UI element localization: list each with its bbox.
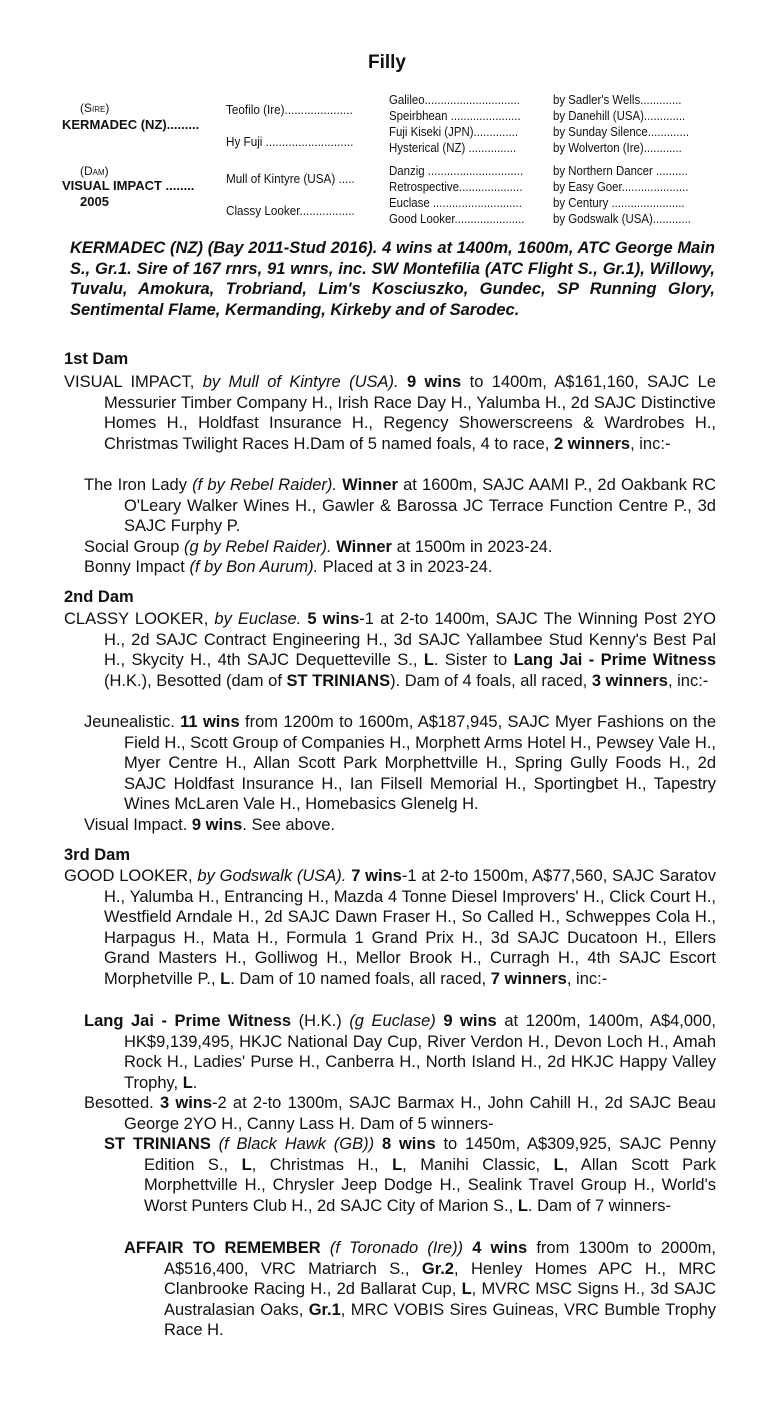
dam-label: (Dam) — [80, 164, 109, 178]
ancestor-2: Speirbhean ...................... — [389, 108, 521, 123]
ancestor-3: Fuji Kiseki (JPN).............. — [389, 124, 519, 139]
section-heading-3rd-dam: 3rd Dam — [64, 846, 131, 864]
ancestor-sire-2: by Danehill (USA)............. — [553, 108, 686, 123]
st-trinians-text: ST TRINIANS (f Black Hawk (GB)) 8 wins to 1450m, A$309,925, SAJC Penny Edition S., L, Christmas H., L, Manihi Classic, L, Allan Scott Park Morphettville H., Chrysler Jeep Dodge H., Sealink Travel Group H., World's Worst Punters Club H., 2d SAJC City of Marion S., L. Dam of 7 winners- — [104, 1135, 716, 1215]
dam2-progeny — [84, 712, 716, 836]
dam1-progeny — [84, 475, 716, 578]
progeny-jeunealistic: Jeunealistic. 11 wins from 1200m to 1600m, A$187,945, SAJC Myer Fashions on the Field H., Scott Group of Companies H., Morphett Arms Hotel H., Pewsey Vale H., Myer Centre H., Allan Scott Park Morphettville H., Spring Gully Foods H., 2d SAJC Holdfast Insurance H., Ian Filsell Memorial H., Sportingbet H., Tapestry Wines McLaren Vale H., Homebasics Glenelg H. — [84, 713, 716, 814]
section-heading-2nd-dam: 2nd Dam — [64, 588, 134, 606]
progeny-visual-impact: Visual Impact. 9 wins. See above. — [84, 815, 336, 834]
granddam-sire-side: Hy Fuji ........................... — [226, 134, 354, 149]
ancestor-sire-8: by Godswalk (USA)............ — [553, 211, 691, 226]
ancestor-1: Galileo.............................. — [389, 92, 520, 107]
ancestor-sire-3: by Sunday Silence............. — [553, 124, 690, 139]
ancestor-sire-4: by Wolverton (Ire)............ — [553, 140, 682, 155]
dam-name: VISUAL IMPACT ........ — [62, 178, 195, 193]
ancestor-6: Retrospective.................... — [389, 179, 523, 194]
dam2-entry — [64, 609, 716, 691]
ancestor-8: Good Looker...................... — [389, 211, 525, 226]
dam-year: 2005 — [80, 194, 109, 209]
ancestor-sire-7: by Century ....................... — [553, 195, 685, 210]
progeny-bonny-impact: Bonny Impact (f by Bon Aurum). Placed at 3 in 2023-24. — [84, 558, 493, 577]
dam3-progeny — [84, 1011, 716, 1135]
ancestor-sire-5: by Northern Dancer .......... — [553, 163, 688, 178]
granddam: Classy Looker................. — [226, 203, 355, 218]
progeny-affair-to-remember — [124, 1238, 716, 1341]
progeny-iron-lady: The Iron Lady (f by Rebel Raider). Winner at 1600m, SAJC AAMI P., 2d Oakbank RC O'Leary Walker Wines H., Gawler & Barossa JC Terrace Function Centre P., 3d SAJC Furphy P. — [84, 476, 717, 536]
sire-name: KERMADEC (NZ)......... — [62, 117, 200, 132]
ancestor-4: Hysterical (NZ) ............... — [389, 140, 517, 155]
sire-intro: KERMADEC (NZ) (Bay 2011-Stud 2016). 4 wins at 1400m, 1600m, ATC George Main S., Gr.1. Sire of 167 rnrs, 91 wnrs, inc. SW Montefilia (ATC Flight S., Gr.1), Willowy, Tuvalu, Amokura, Trobriand, Lim's Kosciuszko, Gundec, SP Running Glory, Sentimental Flame, Kermanding, Kirkeby and of Sarodec. — [70, 239, 715, 319]
dam3-entry — [64, 866, 716, 990]
ancestor-5: Danzig .............................. — [389, 163, 524, 178]
ancestor-7: Euclase ............................ — [389, 195, 522, 210]
dam1-visual-impact: VISUAL IMPACT, by Mull of Kintyre (USA). 9 wins to 1400m, A$161,160, SAJC Le Messurier Timber Company H., Irish Race Day H., Yalumba H., 2d SAJC Distinctive Homes H., Holdfast Insurance H., Regency Showerscreens & Wardrobes H., Christmas Twilight Races H.Dam of 5 named foals, 4 to race, 2 winners, inc:- — [64, 373, 717, 453]
ancestor-sire-1: by Sadler's Wells............. — [553, 92, 682, 107]
dam2-classy-looker: CLASSY LOOKER, by Euclase. 5 wins-1 at 2-to 1400m, SAJC The Winning Post 2YO H., 2d SAJC Contract Engineering H., 3d SAJC Yallambee Stud Kenny's Best Pal H., Skycity H., 4th SAJC Dequetteville S., L. Sister to Lang Jai - Prime Witness (H.K.), Besotted (dam of ST TRINIANS). Dam of 4 foals, all raced, 3 winners, inc:- — [64, 610, 717, 690]
page-title: Filly — [367, 52, 406, 73]
sire-label: (Sire) — [80, 101, 110, 115]
progeny-st-trinians — [104, 1134, 716, 1216]
ancestor-sire-6: by Easy Goer..................... — [553, 179, 689, 194]
dam1-entry — [64, 372, 716, 454]
section-heading-1st-dam: 1st Dam — [64, 350, 129, 368]
affair-to-remember-text: AFFAIR TO REMEMBER (f Toronado (Ire)) 4 wins from 1300m to 2000m, A$516,400, VRC Matriarch S., Gr.2, Henley Homes APC H., MRC Clanbrooke Racing H., 2d Ballarat Cup, L, MVRC MSC Signs H., 3d SAJC Australasian Oaks, Gr.1, MRC VOBIS Sires Guineas, VRC Bumble Trophy Race H. — [124, 1239, 717, 1340]
progeny-lang-jai: Lang Jai - Prime Witness (H.K.) (g Euclase) 9 wins at 1200m, 1400m, A$4,000, HK$9,139,495, HKJC National Day Cup, River Verdon H., Devon Loch H., Amah Rock H., Ladies' Purse H., Canberra H., North Island H., 2d HKJC Happy Valley Trophy, L. — [84, 1012, 716, 1092]
grandsire: Teofilo (Ire)..................... — [226, 102, 353, 117]
dam3-good-looker: GOOD LOOKER, by Godswalk (USA). 7 wins-1 at 2-to 1500m, A$77,560, SAJC Saratov H., Yalumba H., Entrancing H., Mazda 4 Tonne Diesel Improvers' H., Click Court H., Westfield Arndale H., 2d SAJC Dawn Fraser H., So Called H., Schweppes Cola H., Harpagus H., Mata H., Formula 1 Grand Prix H., 3d SAJC Ducatoon H., Ellers Grand Masters H., Golliwog H., Mellor Brook H., Curragh H., 4th SAJC Escort Morphetville P., L. Dam of 10 named foals, all raced, 7 winners, inc:- — [64, 867, 716, 988]
progeny-social-group: Social Group (g by Rebel Raider). Winner at 1500m in 2023-24. — [84, 537, 553, 556]
grandsire-dam-side: Mull of Kintyre (USA) ..... — [226, 171, 355, 186]
progeny-besotted: Besotted. 3 wins-2 at 2-to 1300m, SAJC Barmax H., John Cahill H., 2d SAJC Beau George 2YO H., Canny Lass H. Dam of 5 winners- — [84, 1094, 716, 1133]
